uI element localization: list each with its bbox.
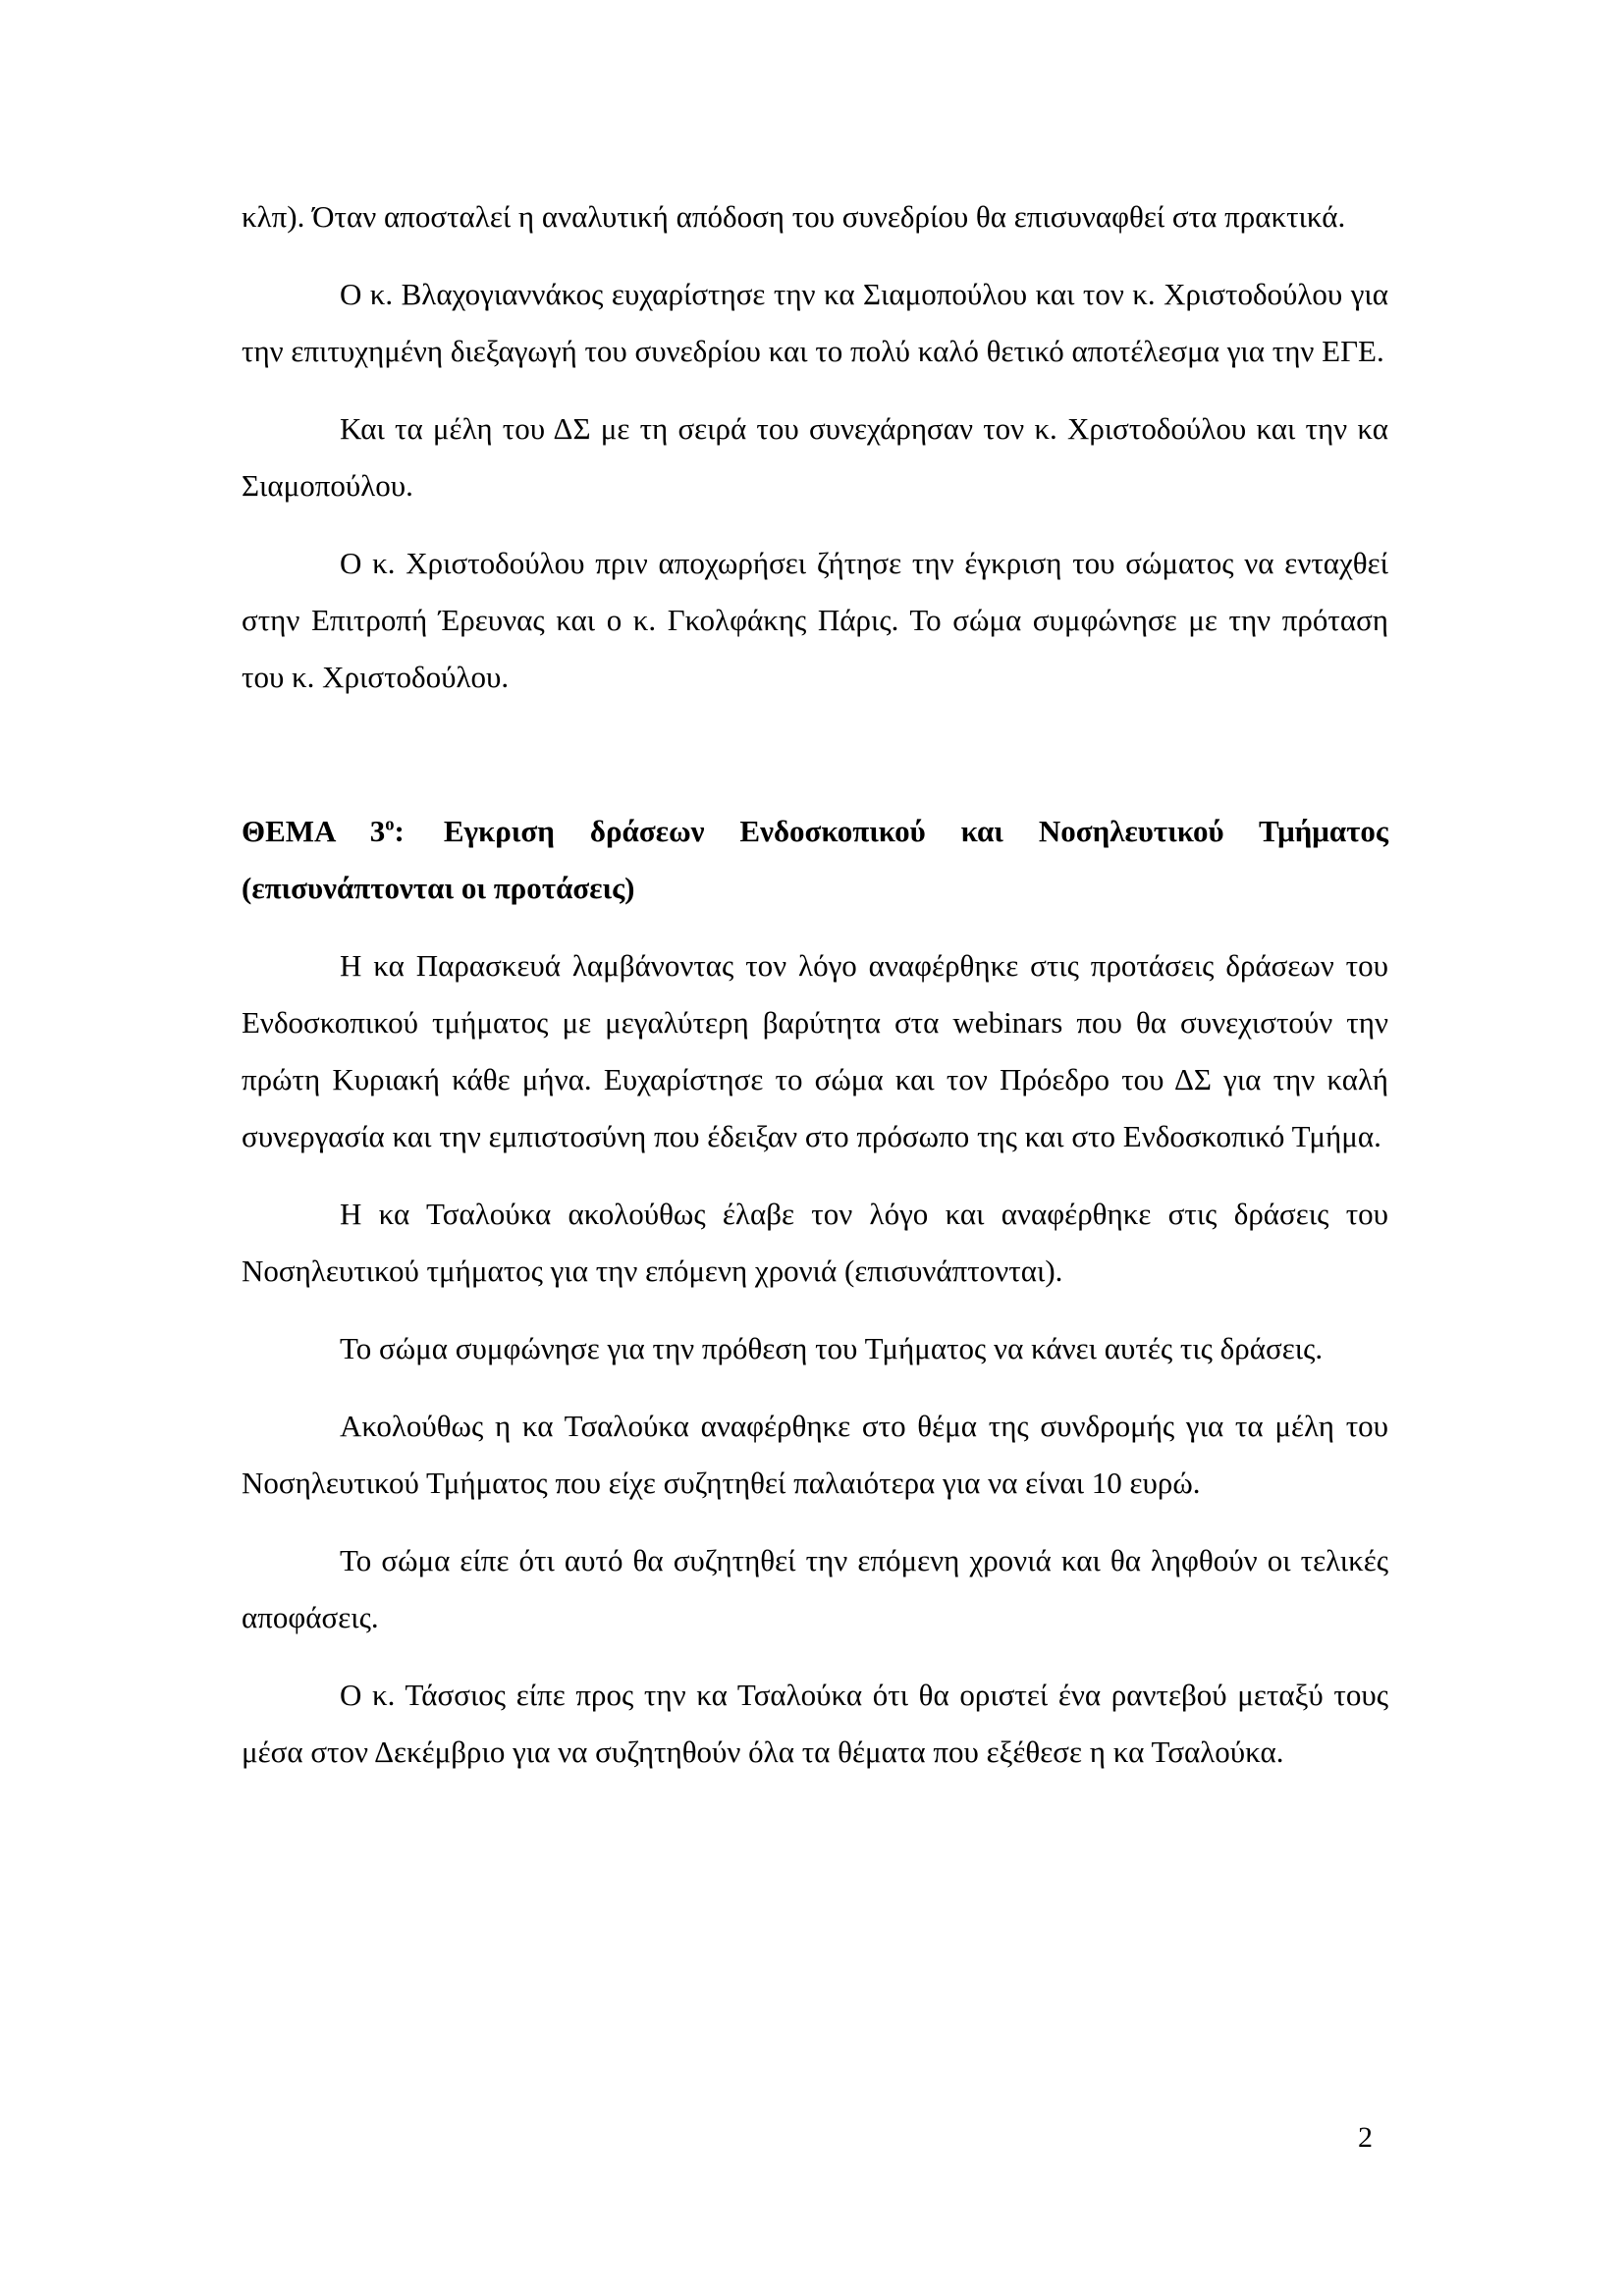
section-heading-colon: : xyxy=(394,814,405,848)
paragraph: Ο κ. Τάσσιος είπε προς την κα Τσαλούκα ότι θα οριστεί ένα ραντεβού μεταξύ τους μέσα στον Δεκέμβριο για να συζητηθούν όλα τα θέματα που εξέθεσε η κα Τσαλούκα. xyxy=(242,1678,1388,1769)
paragraph: Η κα Παρασκευά λαμβάνοντας τον λόγο αναφέρθηκε στις προτάσεις δράσεων του Ενδοσκοπικού τμήματος με μεγαλύτερη βαρύτητα στα webinars που θα συνεχιστούν την πρώτη Κυριακή κάθε μήνα. Ευχαρίστησε το σώμα και τον Πρόεδρο του ΔΣ για την καλή συνεργασία και την εμπιστοσύνη που έδειξαν στο πρόσωπο της και στο Ενδοσκοπικό Τμήμα. xyxy=(242,948,1388,1153)
section-heading xyxy=(242,803,1388,917)
section-heading-title: Εγκριση δράσεων Ενδοσκοπικού και Νοσηλευτικού Τμήματος (επισυνάπτονται οι προτάσεις) xyxy=(242,814,1389,905)
paragraph: Το σώμα συμφώνησε για την πρόθεση του Τμήματος να κάνει αυτές τις δράσεις. xyxy=(340,1331,1324,1365)
section-heading-ordinal: ο xyxy=(385,814,395,835)
paragraph: Ο κ. Βλαχογιαννάκος ευχαρίστησε την κα Σιαμοπούλου και τον κ. Χριστοδούλου για την επιτυχημένη διεξαγωγή του συνεδρίου και το πολύ καλό θετικό αποτέλεσμα για την ΕΓΕ. xyxy=(242,277,1388,368)
paragraph: Το σώμα είπε ότι αυτό θα συζητηθεί την επόμενη χρονιά και θα ληφθούν οι τελικές αποφάσεις. xyxy=(242,1543,1388,1634)
paragraph: Ο κ. Χριστοδούλου πριν αποχωρήσει ζήτησε την έγκριση του σώματος να ενταχθεί στην Επιτροπή Έρευνας και ο κ. Γκολφάκης Πάρις. Το σώμα συμφώνησε με την πρόταση του κ. Χριστοδούλου. xyxy=(242,546,1388,694)
paragraph: Και τα μέλη του ΔΣ με τη σειρά του συνεχάρησαν τον κ. Χριστοδούλου και την κα Σιαμοπούλου. xyxy=(242,411,1388,503)
paragraph: Ακολούθως η κα Τσαλούκα αναφέρθηκε στο θέμα της συνδρομής για τα μέλη του Νοσηλευτικού Τμήματος που είχε συζητηθεί παλαιότερα για να είναι 10 ευρώ. xyxy=(242,1409,1388,1500)
paragraph: κλπ). Όταν αποσταλεί η αναλυτική απόδοση του συνεδρίου θα επισυναφθεί στα πρακτικά. xyxy=(242,199,1346,234)
paragraph: Η κα Τσαλούκα ακολούθως έλαβε τον λόγο και αναφέρθηκε στις δράσεις του Νοσηλευτικού τμήματος για την επόμενη χρονιά (επισυνάπτονται). xyxy=(242,1197,1388,1288)
page-number: 2 xyxy=(1358,2121,1373,2154)
document-body xyxy=(242,188,1388,1801)
section-heading-label: ΘΕΜΑ 3 xyxy=(242,814,386,848)
